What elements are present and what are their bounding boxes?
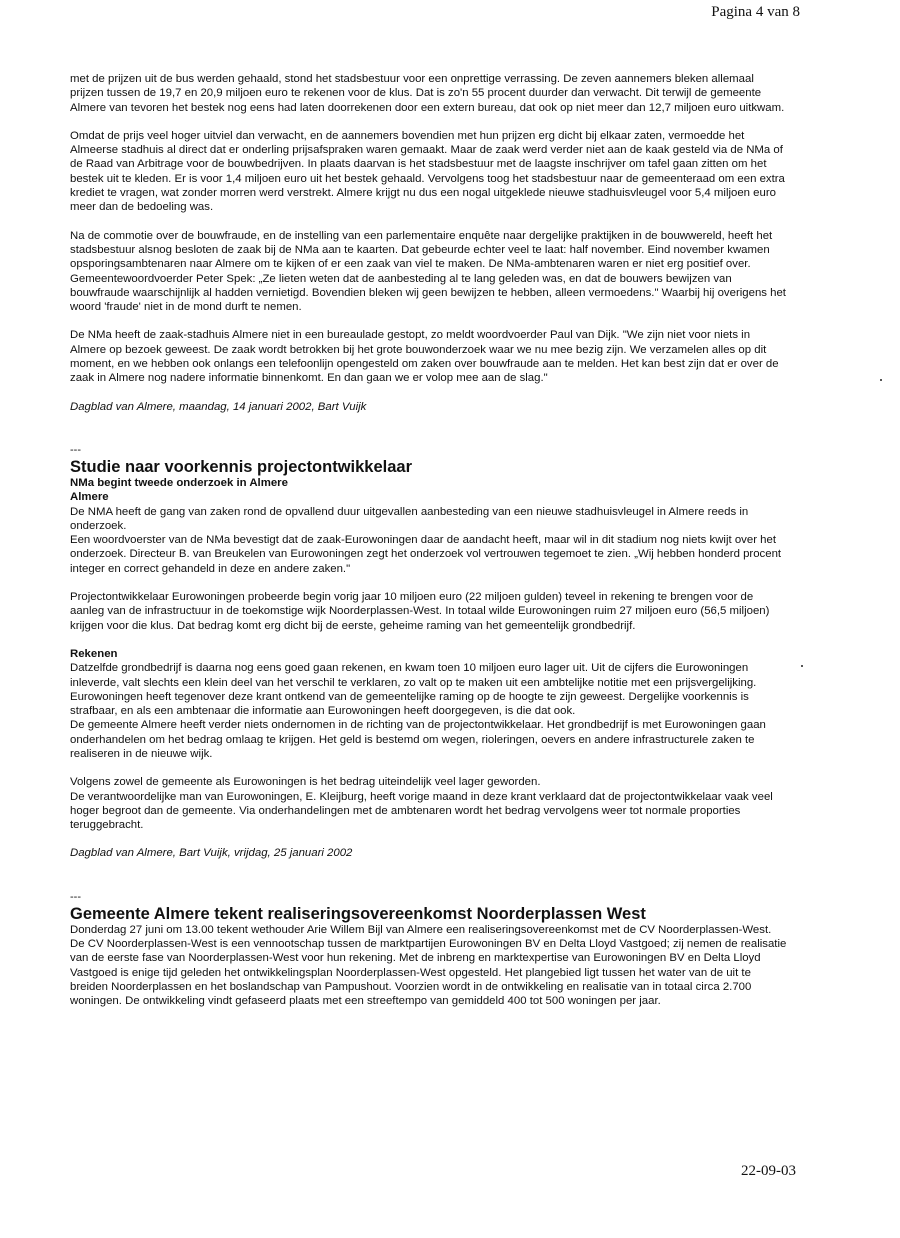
article2-block3-line2: Eurowoningen heeft tegenover deze krant ontkend van de gemeentelijke raming op de hoogte te zijn geweest. Dergelijke voorkennis is strafbaar, en als een ambtenaar die informatie aan Eurowoningen heeft doorgegeven, is die dat ook. <box>70 690 749 718</box>
article2-block3-line3: De gemeente Almere heeft verder niets ondernomen in de richting van de projectontwikkelaar. Het grondbedrijf is met Eurowoningen gaan onderhandelen om het bedrag omlaag te krijgen. Het geld is bestemd om wegen, rioleringen, oevers en andere infrastructurele zaken te realiseren in de nieuwe wijk. <box>70 719 766 760</box>
article2-subheading: Rekenen <box>70 647 118 660</box>
footer-date: 22-09-03 <box>741 1163 796 1179</box>
article1-paragraph-2: Omdat de prijs veel hoger uitviel dan verwacht, en de aannemers bovendien met hun prijzen erg dicht bij elkaar zaten, vermoedde het Almeerse stadhuis al direct dat er onderling prijsafspraken waren gemaakt. Maar de zaak werd verder niet aan de kaak gesteld via de NMa of de Raad van Arbitrage voor de bouwbedrijven. In plaats daarvan is het stadsbestuur met de laagste inschrijver om tafel gaan zitten om het bestek uit te kleden. Er is voor 1,4 miljoen euro uit het bestek gehaald. Vervolgens toog het stadsbestuur naar de gemeenteraad om een extra krediet te vragen, wat zonder morren werd verstrekt. Almere krijgt nu dus een nogal uitgeklede nieuwe stadhuisvleugel voor 5,4 miljoen euro meer dan de bedoeling was. <box>70 129 785 214</box>
article2-block4-line2: De verantwoordelijke man van Eurowoningen, E. Kleijburg, heeft vorige maand in deze krant verklaard dat de projectontwikkelaar vaak veel hoger begroot dan de gemeente. Via onderhandelingen met de ambtenaren wordt het bedrag vervolgens weer tot normale proporties teruggebracht. <box>70 790 773 832</box>
page-number-label: Pagina 4 van 8 <box>711 4 800 20</box>
document-body <box>70 72 788 1009</box>
article2-separator: --- <box>70 443 81 456</box>
article2-title: Studie naar voorkennis projectontwikkelaar <box>70 457 413 476</box>
article1-paragraph-4: De NMa heeft de zaak-stadhuis Almere niet in een bureaulade gestopt, zo meldt woordvoerder Paul van Dijk. "We zijn niet voor niets in Almere op bezoek geweest. De zaak wordt betrokken bij het grote bouwonderzoek waar we nu mee bezig zijn. We verzamelen alles op dit moment, en we hebben ook onlangs een telefoonlijn opengesteld om zaken over bouwfraude aan te melden. Het kan best zijn dat er over de zaak in Almere nog nadere informatie binnenkomt. En dan gaan we er volop mee aan de slag." <box>70 329 779 385</box>
article1-paragraph-3: Na de commotie over de bouwfraude, en de instelling van een parlementaire enquête naar dergelijke praktijken in de bouwwereld, heeft het stadsbestuur alsnog besloten de zaak bij de NMa aan te kaarten. Dat gebeurde echter veel te laat: half november. Eind november kwamen opsporingsambtenaren naar Almere om te kijken of er een zaak van viel te maken. De NMa-ambtenaren waren er niet erg positief over. Gemeentewoordvoerder Peter Spek: „Ze lieten weten dat de aanbesteding al te lang geleden was, en dat de bouwers bewijzen van bouwfraude waarschijnlijk al hadden vernietigd. Bovendien bleken wij geen bewijzen te hebben, alleen vermoedens." Waarbij hij overigens het woord 'fraude' niet in de mond durft te nemen. <box>70 229 786 314</box>
article2-location: Almere <box>70 491 109 504</box>
article2-paragraph-2: Projectontwikkelaar Eurowoningen probeerde begin vorig jaar 10 miljoen euro (22 miljoen gulden) teveel in rekening te brengen voor de aanleg van de infrastructuur in de toekomstige wijk Noorderplassen-West. In totaal wilde Eurowoningen ruim 27 miljoen euro (56,5 miljoen) krijgen voor die klus. Dat bedrag komt erg dicht bij de eerste, geheime raming van het gemeentelijk grondbedrijf. <box>70 591 770 632</box>
article1-paragraph-1: met de prijzen uit de bus werden gehaald, stond het stadsbestuur voor een onprettige verrassing. De zeven aannemers bleken allemaal prijzen tussen de 19,7 en 20,9 miljoen euro te rekenen voor de klus. Dat is zo'n 55 procent duurder dan verwacht. Dit terwijl de gemeente Almere van tevoren het bestek nog eens had laten doorrekenen door een extern bureau, dat ook op niet meer dan 12,7 miljoen euro uitkwam. <box>70 73 785 114</box>
scan-speck <box>880 379 882 381</box>
article3-separator: --- <box>70 890 81 903</box>
article2-block3-line1: Datzelfde grondbedrijf is daarna nog eens goed gaan rekenen, en kwam toen 10 miljoen euro lager uit. Uit de cijfers die Eurowoningen inleverde, valt slechts een klein deel van het verschil te verklaren, zo valt op te maken uit een ambtelijke notitie met een prijsvergelijking. <box>70 662 757 689</box>
article3-body: Donderdag 27 juni om 13.00 tekent wethouder Arie Willem Bijl van Almere een realiseringsovereenkomst met de CV Noorderplassen-West. De CV Noorderplassen-West is een vennootschap tussen de marktpartijen Eurowoningen BV en Delta Lloyd Vastgoed; zij nemen de realisatie van de eerste fase van Noorderplassen-West voor hun rekening. Met de inbreng en marktexpertise van Eurowoningen BV en Delta Lloyd Vastgoed is enige tijd geleden het ontwikkelingsplan Noorderplassen-West opgesteld. Het plangebied ligt tussen het water van de uit te breiden Noorderplassen en het boslandschap van Pampushout. Voorzien wordt in de ontwikkeling en realisatie van in totaal circa 2.700 woningen. De ontwikkeling vindt gefaseerd plaats met een streeftempo van gemiddeld 400 tot 500 woningen per jaar. <box>70 923 787 1008</box>
scan-speck <box>801 665 803 667</box>
article2-block1-line1: De NMA heeft de gang van zaken rond de opvallend duur uitgevallen aanbesteding van een nieuwe stadhuisvleugel in Almere reeds in onderzoek. <box>70 505 749 532</box>
article2-block4-line1: Volgens zowel de gemeente als Eurowoningen is het bedrag uiteindelijk veel lager geworden. <box>70 776 541 789</box>
article2-subtitle: NMa begint tweede onderzoek in Almere <box>70 476 288 489</box>
article1-byline: Dagblad van Almere, maandag, 14 januari 2002, Bart Vuijk <box>70 400 367 413</box>
article2-byline: Dagblad van Almere, Bart Vuijk, vrijdag, 25 januari 2002 <box>70 847 353 860</box>
article3-title: Gemeente Almere tekent realiseringsovereenkomst Noorderplassen West <box>70 904 646 923</box>
article2-block1-line2: Een woordvoerster van de NMa bevestigt dat de zaak-Eurowoningen daar de aandacht heeft, maar wil in dit stadium nog niets kwijt over het onderzoek. Directeur B. van Breukelen van Eurowoningen zegt het onderzoek vol vertrouwen tegemoet te zien. „Wij hebben honderd procent integer en correct gehandeld in deze en andere zaken." <box>70 534 782 575</box>
